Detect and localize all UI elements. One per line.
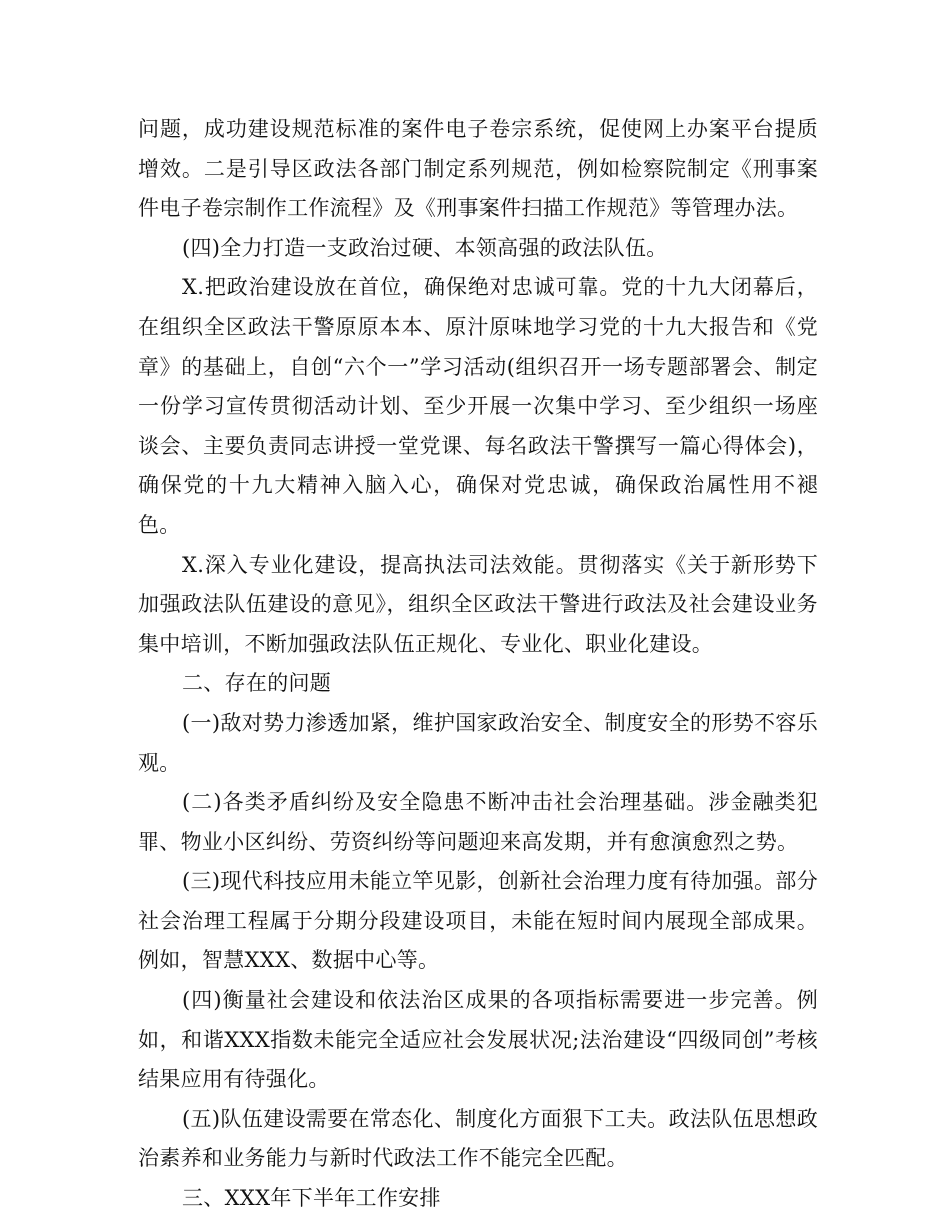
paragraph: (五)队伍建设需要在常态化、制度化方面狠下工夫。政法队伍思想政治素养和业务能力与新时代政法工作不能完全匹配。 (138, 1106, 818, 1171)
paragraph: 问题，成功建设规范标准的案件电子卷宗系统，促使网上办案平台提质增效。二是引导区政法各部门制定系列规范，例如检察院制定《刑事案件电子卷宗制作工作流程》及《刑事案件扫描工作规范》等管理办法。 (138, 117, 818, 221)
paragraph: (三)现代科技应用未能立竿见影，创新社会治理力度有待加强。部分社会治理工程属于分期分段建设项目，未能在短时间内展现全部成果。例如，智慧XXX、数据中心等。 (138, 869, 818, 973)
paragraph: X.把政治建设放在首位，确保绝对忠诚可靠。党的十九大闭幕后，在组织全区政法干警原原本本、原汁原味地学习党的十九大报告和《党章》的基础上，自创“六个一”学习活动(组织召开一场专题部署会、制定一份学习宣传贯彻活动计划、至少开展一次集中学习、至少组织一场座谈会、主要负责同志讲授一堂党课、每名政法干警撰写一篇心得体会)，确保党的十九大精神入脑入心，确保对党忠诚，确保政治属性用不褪色。 (138, 275, 818, 537)
section-heading: (四)全力打造一支政治过硬、本领高强的政法队伍。 (182, 235, 668, 260)
section-heading: 三、XXX年下半年工作安排 (182, 1186, 441, 1211)
paragraph: (一)敌对势力渗透加紧，维护国家政治安全、制度安全的形势不容乐观。 (138, 710, 818, 775)
paragraph: (四)衡量社会建设和依法治区成果的各项指标需要进一步完善。例如，和谐XXX指数未能完全适应社会发展状况;法治建设“四级同创”考核结果应用有待强化。 (138, 988, 818, 1092)
document-body (138, 110, 818, 1219)
paragraph: X.深入专业化建设，提高执法司法效能。贯彻落实《关于新形势下加强政法队伍建设的意见》，组织全区政法干警进行政法及社会建设业务集中培训，不断加强政法队伍正规化、专业化、职业化建设。 (138, 552, 818, 656)
paragraph: (二)各类矛盾纠纷及安全隐患不断冲击社会治理基础。涉金融类犯罪、物业小区纠纷、劳资纠纷等问题迎来高发期，并有愈演愈烈之势。 (138, 790, 818, 854)
section-heading: 二、存在的问题 (182, 671, 332, 696)
